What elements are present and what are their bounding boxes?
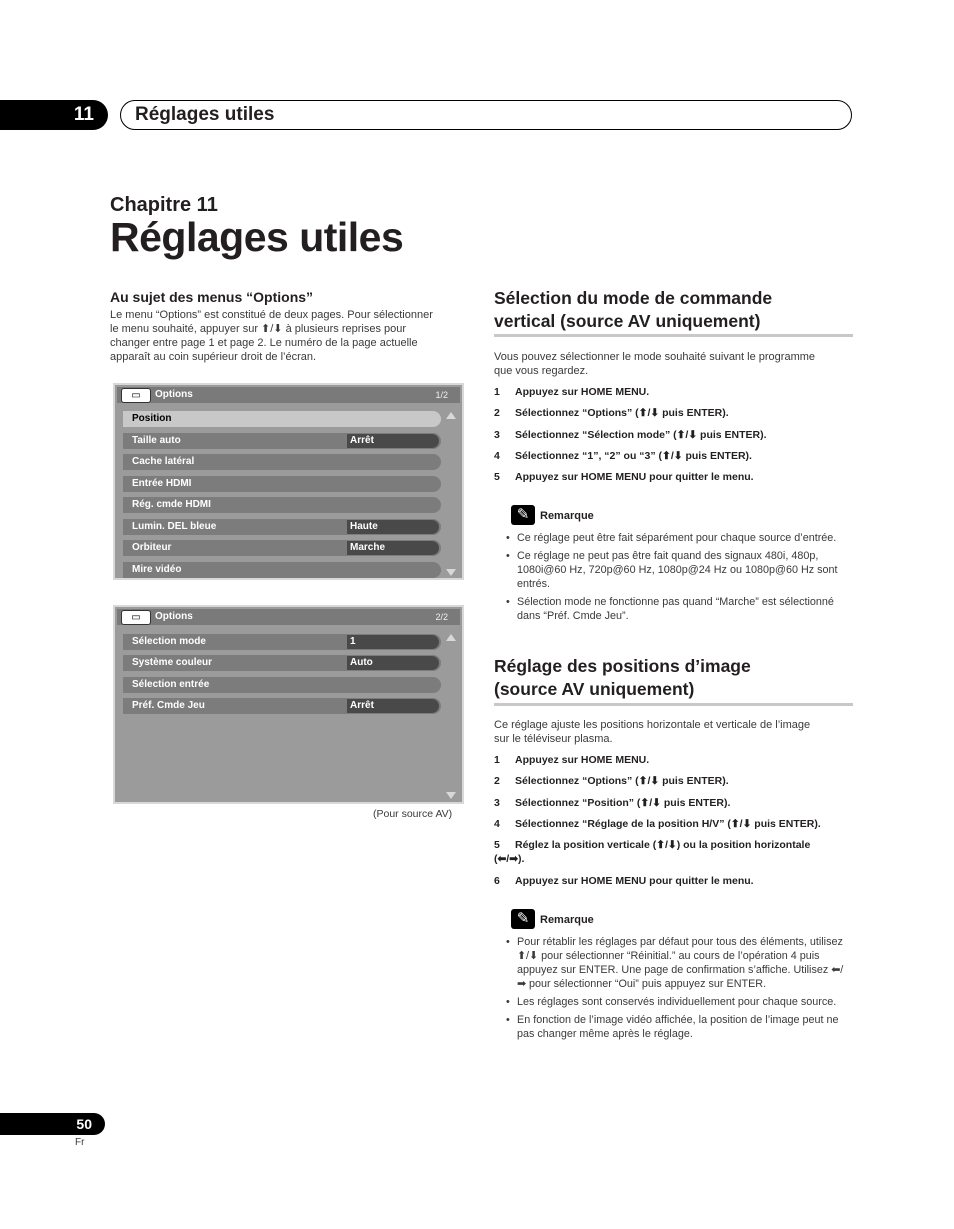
step: 2 Sélectionnez “Options” (⬆/⬇ puis ENTER). — [494, 775, 729, 787]
osd-title: Options — [155, 389, 193, 400]
scroll-up-icon — [446, 412, 456, 419]
options-menu-paragraph: Le menu “Options” est constitué de deux pages. Pour sélectionner le menu souhaité, appuyer sur ⬆/⬇ à plusieurs reprises pour changer entre page 1 et page 2. Le numéro de la page actuelle apparaît au coin supérieur droit de l’écran. — [110, 309, 433, 363]
note-pencil-icon: ✎ — [511, 505, 535, 525]
step: 1 Appuyez sur HOME MENU. — [494, 386, 650, 398]
note-item: • Ce réglage ne peut pas être fait quand des signaux 480i, 480p, 1080i@60 Hz, 720p@60 Hz, 1080p@24 Hz ou 1080p@60 Hz sont entrés. — [506, 549, 848, 591]
running-header-title: Réglages utiles — [120, 100, 852, 130]
osd-menu-item[interactable]: Cache latéral — [123, 454, 441, 470]
note-list — [506, 935, 848, 1045]
step: 5 Appuyez sur HOME MENU pour quitter le menu. — [494, 471, 754, 483]
options-menu-heading: Au sujet des menus “Options” — [110, 289, 314, 305]
osd-menu-item[interactable]: Sélection entrée — [123, 677, 441, 693]
osd-page-indicator: 2/2 — [435, 612, 448, 622]
osd-menu-item[interactable]: Taille auto Arrêt — [123, 433, 441, 449]
heading-rule — [494, 334, 853, 337]
osd-menu-item[interactable]: Orbiteur Marche — [123, 540, 441, 556]
step: 4 Sélectionnez “Réglage de la position H/V” (⬆/⬇ puis ENTER). — [494, 818, 821, 830]
step: 3 Sélectionnez “Sélection mode” (⬆/⬇ puis ENTER). — [494, 429, 767, 441]
osd-page-indicator: 1/2 — [435, 390, 448, 400]
options-menu-page-2 — [113, 605, 464, 804]
osd-menu-item[interactable]: Sélection mode 1 — [123, 634, 441, 650]
section-intro: Vous pouvez sélectionner le mode souhaité suivant le programme que vous regardez. — [494, 351, 816, 377]
scroll-down-icon — [446, 569, 456, 576]
note-item: • Pour rétablir les réglages par défaut pour tous des éléments, utilisez ⬆/⬇ pour sélectionner “Réinitial.” au cours de l’opération 4 puis appuyez sur ENTER. Une page de confirmation s’affiche. Utilisez ⬅/➡ pour sélectionner “Oui” puis appuyez sur ENTER. — [506, 935, 848, 991]
osd-menu-item[interactable]: Position — [123, 411, 441, 427]
note-item: • Sélection mode ne fonctionne pas quand “Marche” est sélectionné dans “Préf. Cmde Jeu”. — [506, 595, 848, 623]
scroll-up-icon — [446, 634, 456, 641]
chapter-title: Réglages utiles — [110, 214, 404, 260]
note-item: • Ce réglage peut être fait séparément pour chaque source d’entrée. — [506, 531, 848, 545]
section-intro: Ce réglage ajuste les positions horizontale et verticale de l’image sur le téléviseur plasma. — [494, 719, 811, 745]
note-list — [506, 531, 848, 627]
osd-title: Options — [155, 611, 193, 622]
osd-menu-item[interactable]: Entrée HDMI — [123, 476, 441, 492]
step: 3 Sélectionnez “Position” (⬆/⬇ puis ENTER). — [494, 797, 731, 809]
osd-menu-item[interactable]: Rég. cmde HDMI — [123, 497, 441, 513]
step: 6 Appuyez sur HOME MENU pour quitter le menu. — [494, 875, 754, 887]
note-heading: Remarque — [540, 510, 594, 522]
note-pencil-icon: ✎ — [511, 909, 535, 929]
chapter-number-tab: 11 — [0, 100, 108, 130]
remote-icon: ▭ — [121, 388, 151, 403]
remote-icon: ▭ — [121, 610, 151, 625]
step-continuation: (⬅/➡). — [494, 853, 525, 865]
osd-menu-item[interactable]: Préf. Cmde Jeu Arrêt — [123, 698, 441, 714]
step: 1 Appuyez sur HOME MENU. — [494, 754, 650, 766]
section-heading-positions-image: Réglage des positions d’image (source AV uniquement) — [494, 656, 751, 699]
osd-menu-item[interactable]: Système couleur Auto — [123, 655, 441, 671]
osd-menu-item[interactable]: Lumin. DEL bleue Haute — [123, 519, 441, 535]
step: 4 Sélectionnez “1”, “2” ou “3” (⬆/⬇ puis ENTER). — [494, 450, 752, 462]
note-item: • Les réglages sont conservés individuellement pour chaque source. — [506, 995, 848, 1009]
page-number: 50 — [0, 1113, 105, 1135]
osd-menu-item[interactable]: Mire vidéo — [123, 562, 441, 578]
heading-rule — [494, 703, 853, 706]
step: 2 Sélectionnez “Options” (⬆/⬇ puis ENTER). — [494, 407, 729, 419]
osd-caption: (Pour source AV) — [373, 808, 453, 820]
chapter-label: Chapitre 11 — [110, 194, 218, 216]
osd-title-bar — [117, 609, 460, 625]
section-heading-mode-commande: Sélection du mode de commande vertical (source AV uniquement) — [494, 288, 773, 331]
step: 5 Réglez la position verticale (⬆/⬇) ou la position horizontale — [494, 839, 811, 851]
note-heading: Remarque — [540, 914, 594, 926]
scroll-down-icon — [446, 792, 456, 799]
options-menu-page-1 — [113, 383, 464, 580]
note-item: • En fonction de l’image vidéo affichée, la position de l’image peut ne pas changer même après le réglage. — [506, 1013, 848, 1041]
language-code: Fr — [75, 1137, 85, 1148]
osd-title-bar — [117, 387, 460, 403]
